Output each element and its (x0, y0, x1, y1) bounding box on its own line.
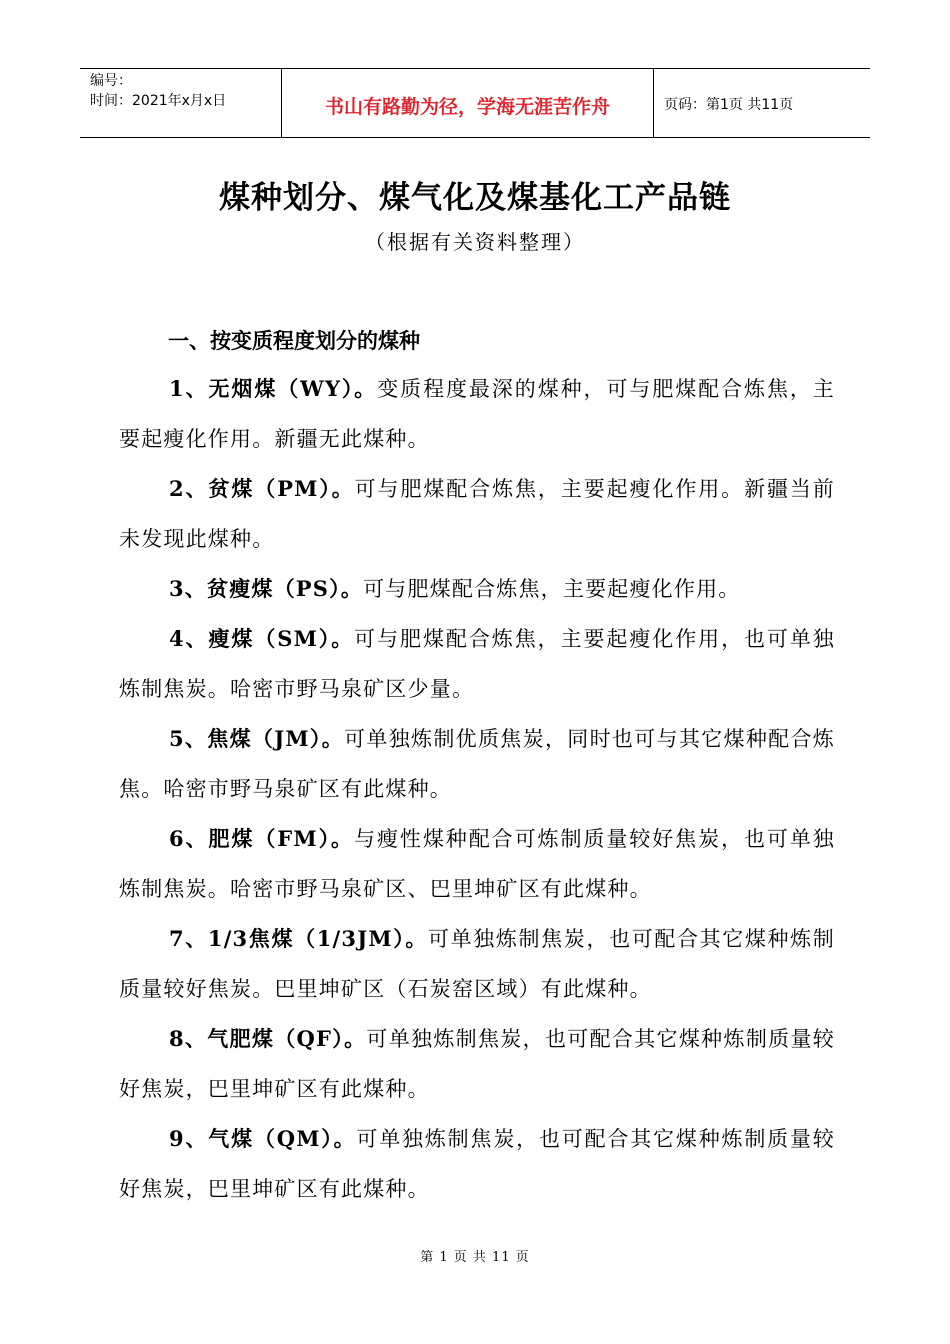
date-label: 时间：2021年x月x日 (90, 93, 227, 109)
paragraph-text: 可单独炼制优质焦炭，同时也可与其它煤种配合炼焦。哈密市野马泉矿区有此煤种。 (119, 727, 835, 801)
paragraph-term: 6、肥煤（FM）。 (169, 826, 354, 851)
page-footer: 第 1 页 共 11 页 (420, 1250, 530, 1265)
paragraph-term: 9、气煤（QM）。 (169, 1126, 357, 1151)
section-heading: 一、按变质程度划分的煤种 (168, 329, 420, 353)
paragraph-pm (119, 464, 835, 564)
paragraph-text: 可单独炼制焦炭，也可配合其它煤种炼制质量较好焦炭，巴里坤矿区有此煤种。 (119, 1127, 835, 1201)
paragraph-text: 可单独炼制焦炭，也可配合其它煤种炼制质量较好焦炭。巴里坤矿区（石炭窑区域）有此煤种。 (119, 927, 835, 1001)
paragraph-jm (119, 714, 835, 814)
paragraph-text: 可与肥煤配合炼焦，主要起瘦化作用，也可单独炼制焦炭。哈密市野马泉矿区少量。 (119, 627, 835, 701)
paragraph-wy (119, 364, 835, 464)
paragraph-term: 8、气肥煤（QF）。 (169, 1026, 367, 1051)
header-table (80, 68, 870, 138)
paragraph-ps (119, 564, 835, 614)
header-motto: 书山有路勤为径，学海无涯苦作舟 (282, 69, 654, 137)
paragraph-1-3jm (119, 914, 835, 1014)
document-subtitle: （根据有关资料整理） (365, 230, 585, 254)
header-meta (80, 69, 282, 137)
paragraph-text: 可单独炼制焦炭，也可配合其它煤种炼制质量较好焦炭，巴里坤矿区有此煤种。 (119, 1027, 835, 1101)
paragraph-text: 可与肥煤配合炼焦，主要起瘦化作用。 (363, 577, 741, 601)
paragraph-term: 5、焦煤（JM）。 (169, 726, 345, 751)
header-page-info: 页码：第1页 共11页 (664, 97, 794, 113)
document-title: 煤种划分、煤气化及煤基化工产品链 (219, 180, 731, 216)
paragraph-fm (119, 814, 835, 914)
paragraph-text: 变质程度最深的煤种，可与肥煤配合炼焦，主要起瘦化作用。新疆无此煤种。 (119, 377, 836, 451)
paragraph-term: 3、贫瘦煤（PS）。 (169, 576, 364, 601)
body-text (119, 364, 835, 1214)
paragraph-term: 7、1/3焦煤（1/3JM）。 (169, 926, 428, 951)
paragraph-text: 与瘦性煤种配合可炼制质量较好焦炭，也可单独炼制焦炭。哈密市野马泉矿区、巴里坤矿区有此煤种。 (119, 827, 835, 901)
number-label: 编号： (90, 73, 132, 89)
paragraph-term: 1、无烟煤（WY）。 (169, 376, 378, 401)
paragraph-qm (119, 1114, 835, 1214)
paragraph-qf (119, 1014, 835, 1114)
paragraph-term: 4、瘦煤（SM）。 (169, 626, 355, 651)
paragraph-text: 可与肥煤配合炼焦，主要起瘦化作用。新疆当前未发现此煤种。 (119, 477, 835, 551)
paragraph-term: 2、贫煤（PM）。 (169, 476, 355, 501)
paragraph-sm (119, 614, 835, 714)
